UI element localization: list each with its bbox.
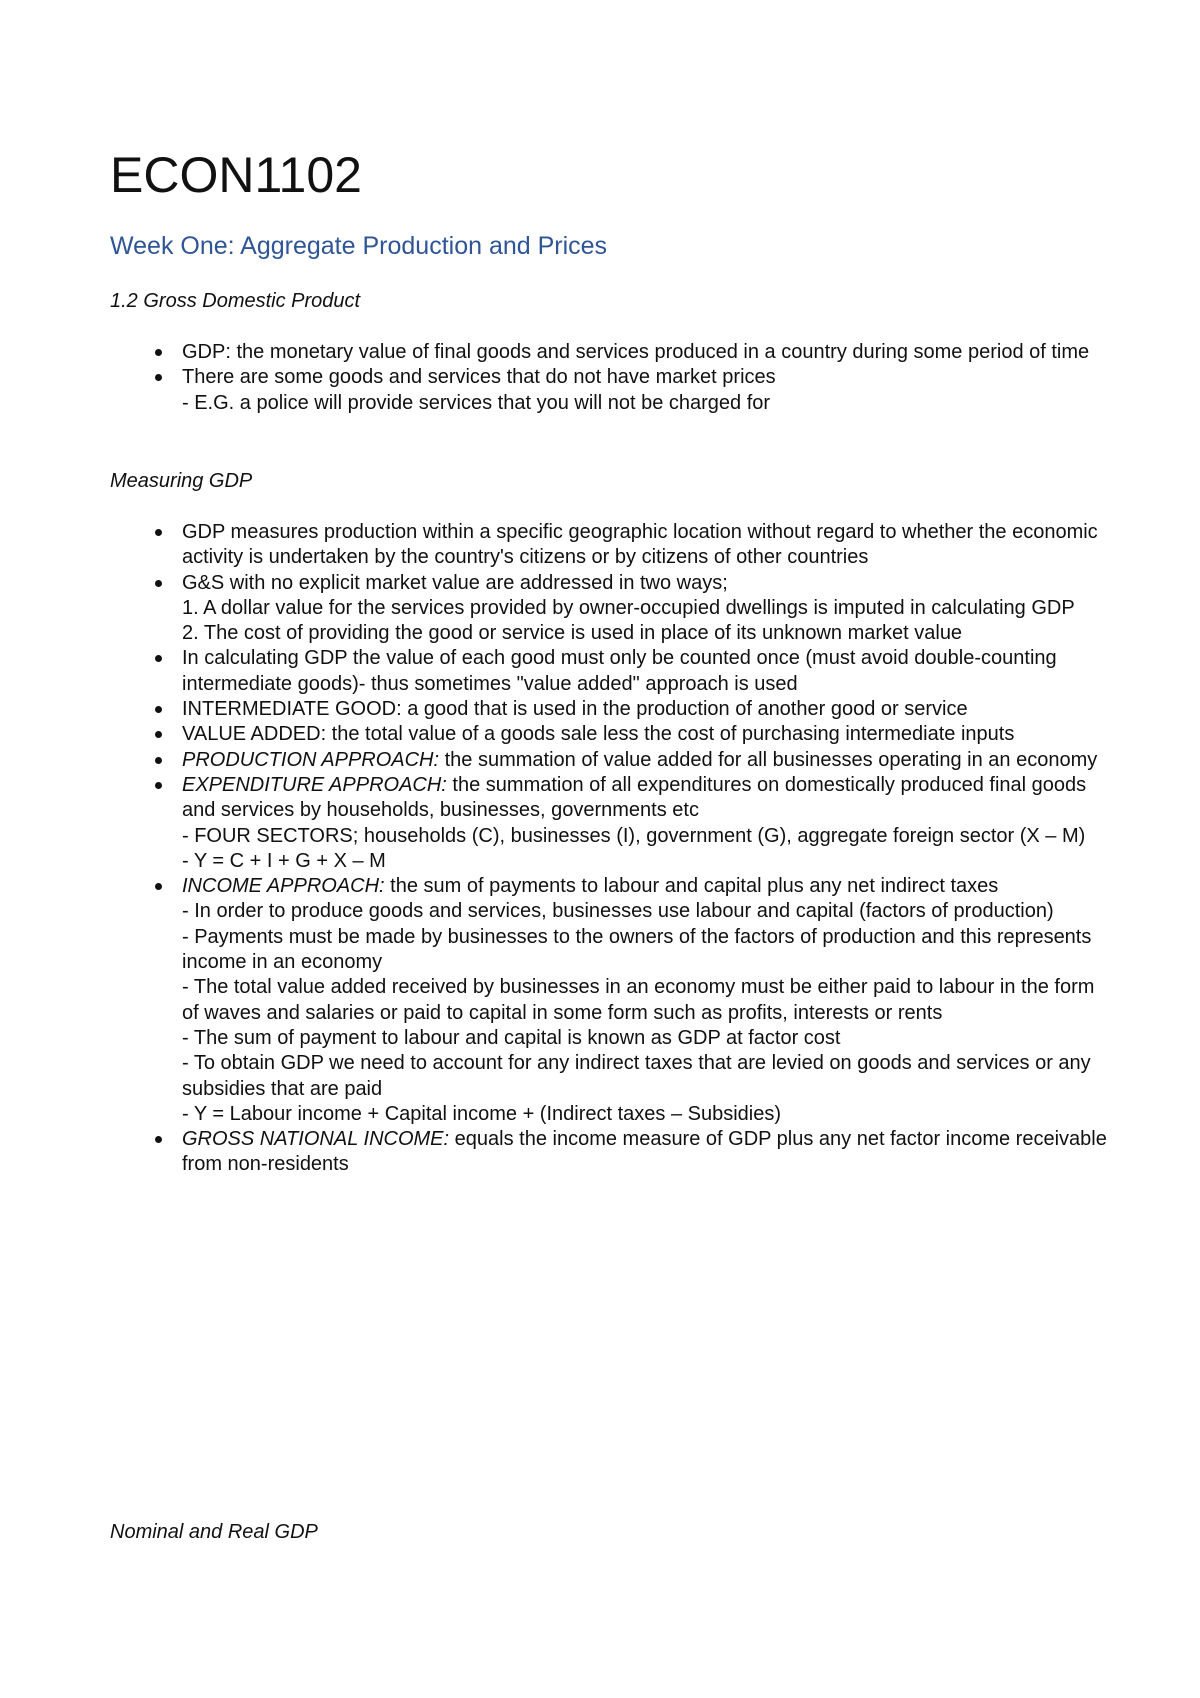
bullet-icon — [155, 706, 162, 713]
bullet-icon — [155, 374, 162, 381]
item-subline: - To obtain GDP we need to account for any indirect taxes that are levied on goods and services or any subsidies that are paid — [182, 1052, 1091, 1100]
item-subline: 1. A dollar value for the services provided by owner-occupied dwellings is imputed in calculating GDP — [182, 596, 1075, 619]
section-subheading-nominal: Nominal and Real GDP — [110, 1521, 318, 1543]
document-title: ECON1102 — [110, 147, 362, 203]
item-subline: - In order to produce goods and services, businesses use labour and capital (factors of production) — [182, 900, 1054, 923]
item-text-wrap — [182, 773, 1110, 824]
term-label: GROSS NATIONAL INCOME: — [182, 1128, 450, 1151]
bullet-icon — [155, 529, 162, 536]
item-subline: - Y = Labour income + Capital income + (Indirect taxes – Subsidies) — [182, 1102, 782, 1125]
list-item — [110, 748, 1110, 773]
item-text-wrap — [182, 748, 1110, 773]
bullet-icon — [155, 883, 162, 890]
item-subline: - Y = C + I + G + X – M — [182, 849, 386, 872]
section-subheading-gdp: 1.2 Gross Domestic Product — [110, 290, 361, 312]
bullet-icon — [155, 349, 162, 356]
item-subline: - FOUR SECTORS; households (C), businesses (I), government (G), aggregate foreign sector (X – M) — [182, 824, 1086, 847]
item-subline: - The sum of payment to labour and capital is known as GDP at factor cost — [182, 1026, 841, 1049]
list-item — [110, 571, 1110, 647]
bullet-list-gdp — [110, 340, 1110, 416]
item-subline: - The total value added received by businesses in an economy must be either paid to labour in the form of waves and salaries or paid to capital in some form such as profits, interests or rents — [182, 976, 1095, 1024]
bullet-list-measuring — [110, 520, 1110, 1178]
bullet-icon — [155, 655, 162, 662]
item-text: G&S with no explicit market value are addressed in two ways; — [182, 571, 728, 594]
term-label: EXPENDITURE APPROACH: — [182, 773, 447, 796]
list-item — [110, 340, 1110, 365]
list-item — [110, 874, 1110, 1127]
section-subheading-measuring: Measuring GDP — [110, 470, 253, 492]
list-item — [110, 520, 1110, 571]
item-text: equals the income measure of GDP plus any net factor income receivable from non-residents — [182, 1128, 1107, 1176]
item-text: INTERMEDIATE GOOD: a good that is used in the production of another good or service — [182, 698, 968, 721]
list-item — [110, 1127, 1110, 1178]
bullet-icon — [155, 1136, 162, 1143]
item-subline: - Payments must be made by businesses to the owners of the factors of production and this represents income in an economy — [182, 925, 1092, 974]
item-text: There are some goods and services that do not have market prices — [182, 366, 776, 389]
week-heading: Week One: Aggregate Production and Prices — [110, 232, 608, 260]
item-text: the summation of all expenditures on domestically produced final goods and services by households, businesses, governments etc — [182, 773, 1087, 822]
list-item — [110, 365, 1110, 416]
item-text: GDP: the monetary value of final goods and services produced in a country during some period of time — [182, 341, 1090, 363]
item-text: VALUE ADDED: the total value of a goods sale less the cost of purchasing intermediate inputs — [182, 723, 1015, 746]
item-text: In calculating GDP the value of each good must only be counted once (must avoid double-counting intermediate goods)- thus sometimes "value added" approach is used — [182, 647, 1057, 695]
item-subline: 2. The cost of providing the good or service is used in place of its unknown market value — [182, 622, 963, 645]
list-item — [110, 773, 1110, 874]
list-item — [110, 722, 1110, 747]
term-label: INCOME APPROACH: — [182, 875, 385, 898]
item-text: GDP measures production within a specific geographic location without regard to whether the economic activity is undertaken by the country's citizens or by citizens of other countries — [182, 521, 1098, 569]
bullet-icon — [155, 731, 162, 738]
item-text-wrap — [182, 874, 1110, 899]
item-subline: - E.G. a police will provide services that you will not be charged for — [182, 391, 771, 414]
item-text-wrap — [182, 1127, 1110, 1178]
bullet-icon — [155, 757, 162, 764]
term-label: PRODUCTION APPROACH: — [182, 748, 440, 771]
item-text: the summation of value added for all businesses operating in an economy — [439, 748, 1098, 771]
list-item — [110, 697, 1110, 722]
bullet-icon — [155, 580, 162, 587]
item-text: the sum of payments to labour and capital plus any net indirect taxes — [384, 875, 999, 898]
list-item — [110, 646, 1110, 697]
bullet-icon — [155, 782, 162, 789]
